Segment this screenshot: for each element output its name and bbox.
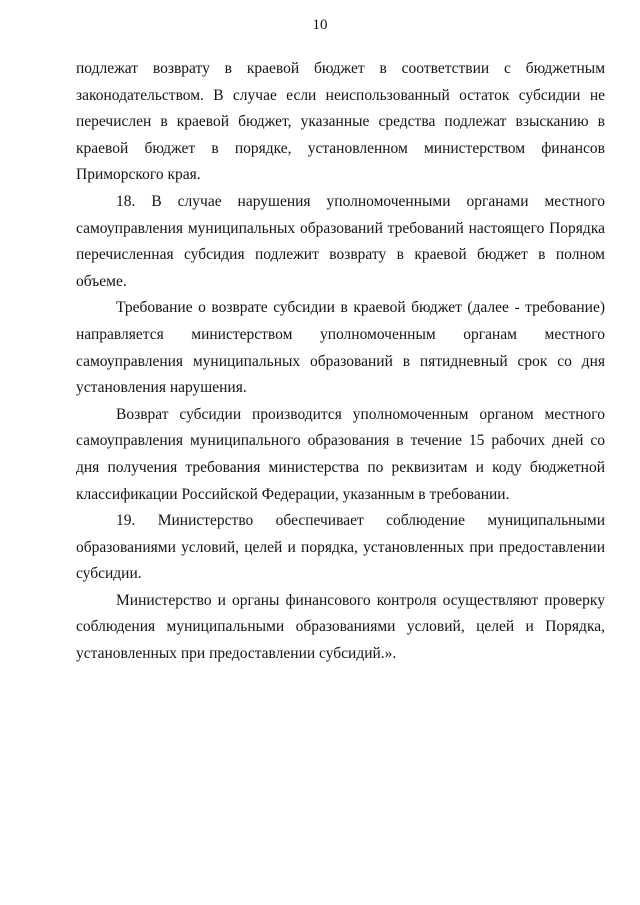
page-number: 10 <box>312 17 328 33</box>
paragraph-financial-control: Министерство и органы финансового контроля осуществляют проверку соблюдения муниципальными образованиями условий, целей и Порядка, установленных при предоставлении субсидий.». <box>76 591 605 663</box>
paragraph-subsidy-return: Возврат субсидии производится уполномоченным органом местного самоуправления муниципального образования в течение 15 рабочих дней со дня получения требования министерства по реквизитам и коду бюджетной классификации Российской Федерации, указанным в требовании. <box>76 405 605 503</box>
paragraph-item-18: 18. В случае нарушения уполномоченными органами местного самоуправления муниципальных образований требований настоящего Порядка перечисленная субсидия подлежит возврату в краевой бюджет в полном объеме. <box>76 192 605 290</box>
paragraph-continuation: подлежат возврату в краевой бюджет в соответствии с бюджетным законодательством. В случае если неиспользованный остаток субсидии не перечислен в краевой бюджет, указанные средства подлежат взысканию в краевой бюджет в порядке, установленном министерством финансов Приморского края. <box>76 60 605 184</box>
paragraph-item-19: 19. Министерство обеспечивает соблюдение муниципальными образованиями условий, целей и порядка, установленных при предоставлении субсидии. <box>76 512 605 583</box>
paragraph-requirement-notice: Требование о возврате субсидии в краевой бюджет (далее - требование) направляется министерством уполномоченным органам местного самоуправления муниципальных образований в пятидневный срок со дня установления нарушения. <box>76 299 605 397</box>
document-body <box>76 56 605 668</box>
